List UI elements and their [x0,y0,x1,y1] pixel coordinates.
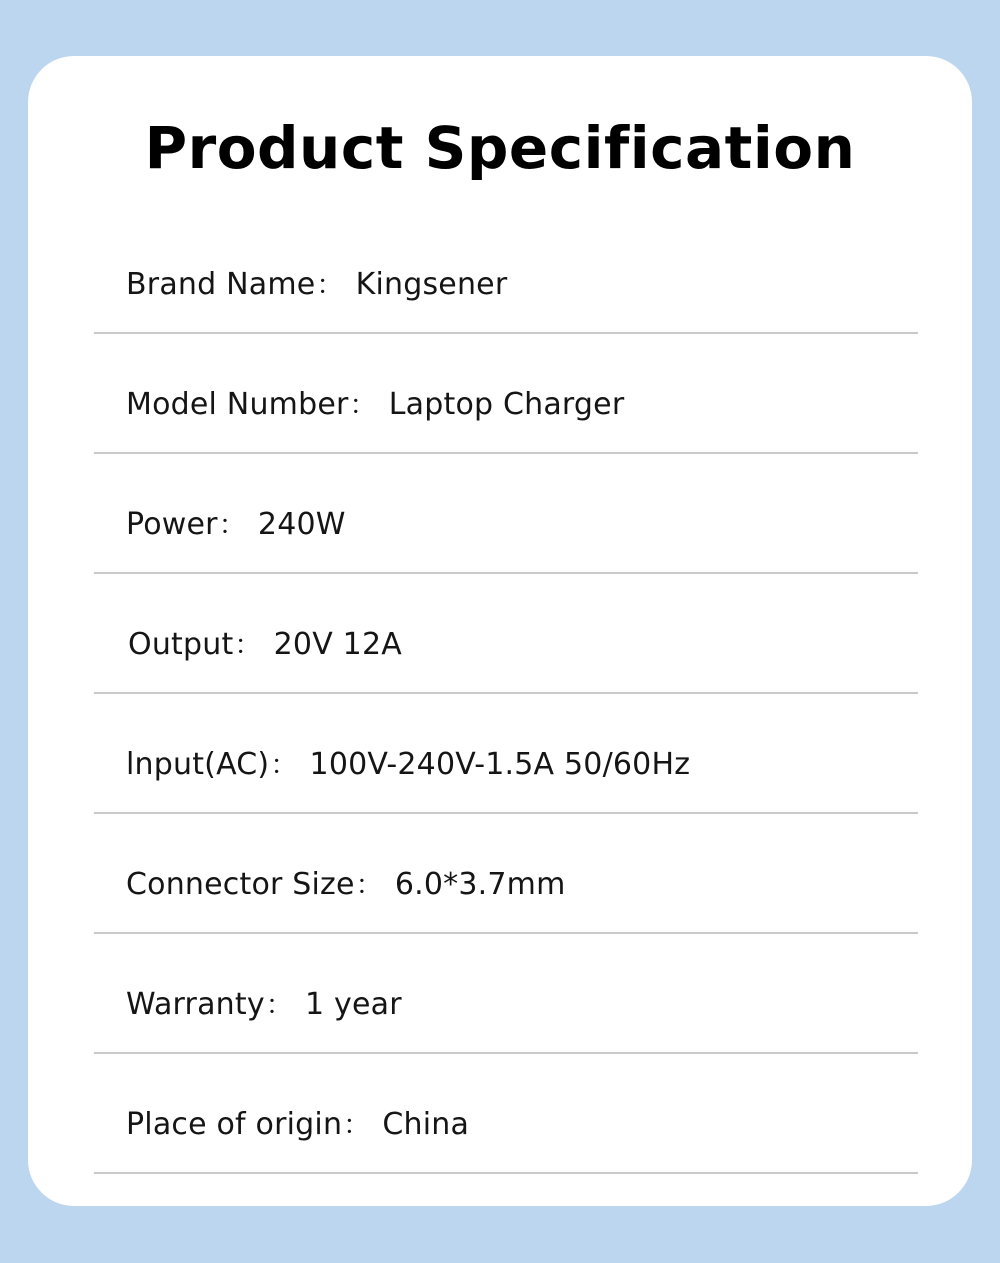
spec-label-brand-name: Brand Name [126,267,316,302]
spec-text-model-number [126,383,624,422]
spec-separator: ： [265,990,293,1021]
spec-separator: ： [349,390,377,421]
spec-separator: ： [270,750,298,781]
spec-row-place-of-origin [94,1054,918,1174]
spec-label-output: Output [128,627,234,662]
spec-row-model-number [94,334,918,454]
spec-value-output: 20V 12A [273,627,402,662]
page-title: Product Specification [144,114,856,182]
specification-card [28,56,972,1206]
spec-value-place-of-origin: China [382,1107,470,1142]
spec-separator: ： [355,870,383,901]
spec-label-place-of-origin: Place of origin [126,1107,343,1142]
spec-label-power: Power [126,507,218,542]
spec-label-connector-size: Connector Size [126,867,355,902]
spec-row-warranty [94,934,918,1054]
spec-value-power: 240W [257,507,346,542]
spec-text-brand-name [126,263,507,302]
spec-value-brand-name: Kingsener [355,267,508,302]
spec-row-output [94,574,918,694]
spec-value-input-ac: 100V-240V-1.5A 50/60Hz [309,747,691,782]
spec-text-input-ac [126,743,690,782]
spec-row-power [94,454,918,574]
spec-value-connector-size: 6.0*3.7mm [394,867,566,902]
spec-text-power [126,503,346,542]
spec-text-place-of-origin [126,1103,469,1142]
spec-text-warranty [126,983,402,1022]
spec-separator: ： [316,270,344,301]
spec-row-connector-size [94,814,918,934]
spec-text-output [128,623,402,662]
spec-value-model-number: Laptop Charger [388,387,625,422]
spec-text-connector-size [126,863,566,902]
spec-value-warranty: 1 year [305,987,402,1022]
specification-list [94,214,918,1174]
spec-row-brand-name [94,214,918,334]
spec-label-warranty: Warranty [126,987,265,1022]
spec-separator: ： [343,1110,371,1141]
spec-separator: ： [234,630,262,661]
spec-row-input-ac [94,694,918,814]
spec-label-model-number: Model Number [126,387,349,422]
spec-separator: ： [218,510,246,541]
spec-label-input-ac: lnput(AC) [126,747,270,782]
